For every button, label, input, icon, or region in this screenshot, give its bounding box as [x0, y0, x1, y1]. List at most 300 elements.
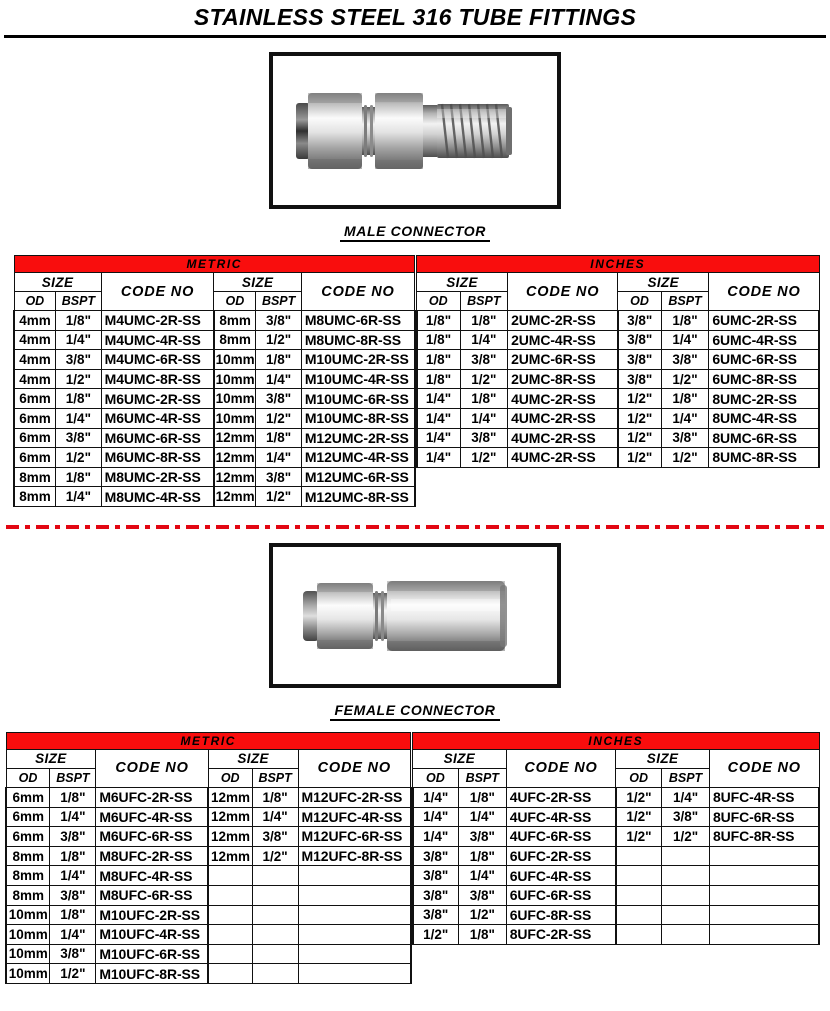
cell-code-left: 2UMC-4R-SS	[508, 330, 618, 350]
cell-bspt-left: 3/8"	[50, 827, 96, 847]
cell-bspt-right: 3/8"	[252, 827, 298, 847]
cell-bspt-right: 3/8"	[661, 350, 709, 370]
cell-od-left: 3/8"	[413, 885, 459, 905]
header-code-left: CODE NO	[96, 749, 208, 787]
cell-bspt-right: 3/8"	[662, 807, 710, 827]
cell-od-left: 1/4"	[417, 408, 460, 428]
female-tables-row	[0, 732, 830, 984]
cell-code-right: 6UMC-2R-SS	[709, 311, 819, 331]
cell-od-right	[616, 846, 662, 866]
cell-code-left: M8UFC-4R-SS	[96, 866, 208, 886]
cell-bspt-left: 1/2"	[458, 905, 506, 925]
header-bspt-right: BSPT	[252, 768, 298, 787]
table-row	[413, 866, 820, 886]
cell-code-right	[298, 925, 410, 945]
table-row	[413, 827, 820, 847]
cell-od-left: 1/8"	[417, 350, 460, 370]
cell-bspt-left: 1/8"	[56, 389, 102, 409]
cell-code-left: 6UFC-4R-SS	[506, 866, 616, 886]
cell-bspt-right: 1/2"	[252, 846, 298, 866]
cell-bspt-left: 1/8"	[50, 846, 96, 866]
cell-code-left: 6UFC-8R-SS	[506, 905, 616, 925]
cell-code-left: 8UFC-2R-SS	[506, 925, 616, 945]
cell-od-left: 3/8"	[413, 846, 459, 866]
cell-bspt-left: 3/8"	[458, 885, 506, 905]
cell-code-right	[298, 905, 410, 925]
cell-bspt-right	[662, 866, 710, 886]
cell-code-left: M4UMC-4R-SS	[101, 330, 214, 350]
cell-code-left: M8UFC-2R-SS	[96, 846, 208, 866]
cell-od-right: 10mm	[214, 369, 256, 389]
cell-bspt-left: 1/4"	[458, 807, 506, 827]
cell-od-right	[208, 866, 252, 886]
cell-bspt-right: 1/2"	[256, 330, 302, 350]
table-row	[6, 866, 411, 886]
cell-bspt-left: 3/8"	[460, 350, 508, 370]
section-divider	[6, 525, 824, 529]
cell-bspt-left: 1/2"	[460, 369, 508, 389]
table-header-row-1	[417, 273, 819, 292]
cell-od-right: 12mm	[208, 787, 252, 807]
cell-bspt-right	[662, 885, 710, 905]
header-bspt-left: BSPT	[56, 292, 102, 311]
table-row	[413, 846, 820, 866]
cell-od-right: 12mm	[208, 827, 252, 847]
cell-od-left: 1/8"	[417, 311, 460, 331]
cell-od-right	[208, 885, 252, 905]
cell-od-left: 1/4"	[413, 827, 459, 847]
cell-bspt-right: 3/8"	[661, 428, 709, 448]
cell-od-right	[208, 964, 252, 984]
cell-od-left: 4mm	[14, 369, 56, 389]
cell-bspt-left: 3/8"	[50, 885, 96, 905]
cell-code-right: M8UMC-8R-SS	[301, 330, 414, 350]
table-row	[413, 787, 820, 807]
female-connector-caption: FEMALE CONNECTOR	[0, 702, 830, 718]
header-bspt-right: BSPT	[256, 292, 302, 311]
table-header-row-1	[6, 749, 411, 768]
cell-od-right: 10mm	[214, 350, 256, 370]
table-row	[413, 905, 820, 925]
cell-od-left: 8mm	[14, 487, 56, 507]
cell-bspt-left: 3/8"	[50, 944, 96, 964]
cell-code-right: M12UMC-8R-SS	[301, 487, 414, 507]
cell-od-right: 8mm	[214, 330, 256, 350]
cell-code-left: M6UMC-2R-SS	[101, 389, 214, 409]
banner-metric: METRIC	[6, 732, 411, 749]
table-row	[413, 885, 820, 905]
table-banner-row	[14, 256, 415, 273]
header-code-right: CODE NO	[298, 749, 410, 787]
female-figure-wrap	[0, 543, 830, 688]
cell-od-left: 6mm	[14, 428, 56, 448]
cell-bspt-left: 3/8"	[460, 428, 508, 448]
cell-code-right: 8UMC-6R-SS	[709, 428, 819, 448]
cell-od-right: 3/8"	[618, 350, 661, 370]
cell-od-left: 1/4"	[417, 448, 460, 468]
header-bspt-right: BSPT	[661, 292, 709, 311]
header-code-left: CODE NO	[508, 273, 618, 311]
cell-code-left: 2UMC-6R-SS	[508, 350, 618, 370]
table-male-inches	[416, 255, 820, 468]
cell-bspt-left: 1/4"	[56, 487, 102, 507]
cell-code-right: M12UFC-2R-SS	[298, 787, 410, 807]
cell-code-right	[298, 866, 410, 886]
cell-code-left: M10UFC-6R-SS	[96, 944, 208, 964]
female-connector-figure-frame	[269, 543, 561, 688]
cell-code-left: 4UFC-2R-SS	[506, 787, 616, 807]
cell-bspt-right	[252, 905, 298, 925]
cell-code-left: 4UFC-4R-SS	[506, 807, 616, 827]
table-row	[14, 467, 415, 487]
table-row	[417, 311, 819, 331]
table-female-inches	[412, 732, 821, 945]
cell-code-right: 8UFC-6R-SS	[709, 807, 819, 827]
table-row	[417, 350, 819, 370]
cell-code-left: M6UFC-2R-SS	[96, 787, 208, 807]
cell-bspt-right: 1/4"	[256, 369, 302, 389]
cell-od-left: 1/4"	[413, 807, 459, 827]
table-row	[6, 944, 411, 964]
cell-code-left: M10UFC-4R-SS	[96, 925, 208, 945]
cell-od-right: 10mm	[214, 389, 256, 409]
table-row	[417, 330, 819, 350]
cell-code-left: 4UFC-6R-SS	[506, 827, 616, 847]
cell-code-left: M6UMC-8R-SS	[101, 448, 214, 468]
cell-od-right	[616, 905, 662, 925]
header-code-right: CODE NO	[301, 273, 414, 311]
banner-inches: INCHES	[413, 732, 820, 749]
header-od-right: OD	[208, 768, 252, 787]
cell-code-left: M8UMC-2R-SS	[101, 467, 214, 487]
cell-bspt-left: 1/4"	[50, 925, 96, 945]
cell-code-left: 2UMC-8R-SS	[508, 369, 618, 389]
cell-code-right	[298, 885, 410, 905]
cell-code-left: M6UFC-6R-SS	[96, 827, 208, 847]
cell-od-right	[208, 925, 252, 945]
cell-code-right: 8UMC-2R-SS	[709, 389, 819, 409]
cell-code-left: 4UMC-2R-SS	[508, 389, 618, 409]
table-row	[14, 350, 415, 370]
cell-bspt-right	[662, 905, 710, 925]
cell-od-right: 1/2"	[618, 389, 661, 409]
cell-code-right: 8UMC-8R-SS	[709, 448, 819, 468]
cell-od-left: 6mm	[6, 787, 50, 807]
cell-code-right: 8UMC-4R-SS	[709, 408, 819, 428]
table-header-row-1	[413, 749, 820, 768]
cell-code-right: M10UMC-4R-SS	[301, 369, 414, 389]
table-body	[6, 787, 411, 983]
cell-code-right: 8UFC-8R-SS	[709, 827, 819, 847]
cell-od-left: 1/8"	[417, 369, 460, 389]
cell-code-right: M12UFC-4R-SS	[298, 807, 410, 827]
table-row	[413, 807, 820, 827]
cell-od-right: 8mm	[214, 311, 256, 331]
header-bspt-right: BSPT	[662, 768, 710, 787]
cell-bspt-left: 3/8"	[56, 350, 102, 370]
cell-code-left: M10UFC-2R-SS	[96, 905, 208, 925]
header-code-right: CODE NO	[709, 273, 819, 311]
header-code-right: CODE NO	[709, 749, 819, 787]
cell-od-left: 6mm	[6, 827, 50, 847]
cell-od-right: 12mm	[214, 467, 256, 487]
cell-bspt-right: 1/2"	[662, 827, 710, 847]
cell-bspt-right	[662, 846, 710, 866]
cell-od-right: 1/2"	[616, 807, 662, 827]
cell-code-right: M12UFC-6R-SS	[298, 827, 410, 847]
cell-code-right: 6UMC-8R-SS	[709, 369, 819, 389]
cell-od-left: 10mm	[6, 944, 50, 964]
cell-od-left: 3/8"	[413, 866, 459, 886]
cell-od-left: 8mm	[6, 846, 50, 866]
cell-od-left: 10mm	[6, 964, 50, 984]
cell-bspt-left: 1/2"	[460, 448, 508, 468]
table-body	[417, 311, 819, 468]
table-row	[413, 925, 820, 945]
cell-code-right: M8UMC-6R-SS	[301, 311, 414, 331]
cell-bspt-right: 1/2"	[661, 369, 709, 389]
table-body	[14, 311, 415, 507]
table-row	[6, 787, 411, 807]
cell-bspt-right: 1/4"	[252, 807, 298, 827]
cell-bspt-left: 1/4"	[56, 408, 102, 428]
table-row	[417, 428, 819, 448]
cell-bspt-left: 1/8"	[458, 925, 506, 945]
cell-od-left: 8mm	[6, 885, 50, 905]
header-size-left: SIZE	[6, 749, 96, 768]
cell-bspt-right	[662, 925, 710, 945]
cell-bspt-right: 1/8"	[256, 428, 302, 448]
header-code-left: CODE NO	[506, 749, 616, 787]
cell-od-left: 8mm	[14, 467, 56, 487]
table-row	[14, 311, 415, 331]
cell-od-right	[208, 905, 252, 925]
cell-bspt-right: 1/8"	[252, 787, 298, 807]
cell-bspt-right: 3/8"	[256, 389, 302, 409]
cell-code-right: M12UFC-8R-SS	[298, 846, 410, 866]
table-row	[417, 369, 819, 389]
header-code-left: CODE NO	[101, 273, 214, 311]
male-figure-wrap	[0, 52, 830, 209]
cell-code-left: 4UMC-2R-SS	[508, 408, 618, 428]
table-female-metric	[5, 732, 412, 984]
cell-od-right: 1/2"	[618, 448, 661, 468]
cell-code-left: 4UMC-2R-SS	[508, 448, 618, 468]
cell-bspt-left: 1/2"	[56, 448, 102, 468]
cell-bspt-right: 1/4"	[256, 448, 302, 468]
table-banner-row	[417, 256, 819, 273]
page-title: STAINLESS STEEL 316 TUBE FITTINGS	[193, 4, 637, 30]
cell-od-right: 3/8"	[618, 311, 661, 331]
cell-bspt-right	[252, 944, 298, 964]
cell-bspt-left: 1/4"	[460, 408, 508, 428]
cell-od-right: 3/8"	[618, 369, 661, 389]
cell-bspt-left: 3/8"	[56, 428, 102, 448]
header-od-left: OD	[6, 768, 50, 787]
cell-bspt-right	[252, 925, 298, 945]
cell-od-right: 1/2"	[618, 428, 661, 448]
female-connector-photo	[295, 559, 535, 671]
cell-bspt-right: 1/8"	[661, 389, 709, 409]
cell-code-left: M8UMC-4R-SS	[101, 487, 214, 507]
table-row	[14, 389, 415, 409]
cell-bspt-right: 1/2"	[256, 408, 302, 428]
cell-bspt-left: 1/4"	[50, 866, 96, 886]
cell-code-right	[709, 925, 819, 945]
cell-od-left: 1/4"	[417, 389, 460, 409]
header-size-right: SIZE	[214, 273, 301, 292]
cell-bspt-right	[252, 885, 298, 905]
table-row	[6, 846, 411, 866]
header-od-left: OD	[413, 768, 459, 787]
table-row	[14, 487, 415, 507]
banner-inches: INCHES	[417, 256, 819, 273]
cell-bspt-left: 1/2"	[56, 369, 102, 389]
header-size-right: SIZE	[618, 273, 709, 292]
cell-code-right: 8UFC-4R-SS	[709, 787, 819, 807]
title-divider-rule	[4, 35, 826, 38]
cell-code-left: M8UFC-6R-SS	[96, 885, 208, 905]
cell-od-right: 12mm	[214, 448, 256, 468]
cell-bspt-right	[252, 866, 298, 886]
header-size-right: SIZE	[616, 749, 710, 768]
cell-bspt-left: 1/8"	[458, 846, 506, 866]
cell-code-right	[298, 964, 410, 984]
table-row	[417, 448, 819, 468]
table-row	[14, 369, 415, 389]
title-block	[0, 0, 830, 38]
cell-bspt-right	[252, 964, 298, 984]
cell-code-right: 6UMC-6R-SS	[709, 350, 819, 370]
header-bspt-left: BSPT	[458, 768, 506, 787]
cell-bspt-left: 1/2"	[50, 964, 96, 984]
table-male-metric	[13, 255, 416, 507]
cell-bspt-left: 1/4"	[458, 866, 506, 886]
cell-bspt-left: 1/8"	[56, 467, 102, 487]
cell-od-left: 4mm	[14, 330, 56, 350]
cell-code-left: M4UMC-8R-SS	[101, 369, 214, 389]
header-od-left: OD	[14, 292, 56, 311]
cell-bspt-right: 3/8"	[256, 311, 302, 331]
cell-bspt-left: 1/8"	[458, 787, 506, 807]
cell-code-left: M10UFC-8R-SS	[96, 964, 208, 984]
cell-code-left: 2UMC-2R-SS	[508, 311, 618, 331]
cell-code-left: M6UMC-4R-SS	[101, 408, 214, 428]
cell-code-right	[709, 846, 819, 866]
cell-od-right: 12mm	[208, 846, 252, 866]
cell-od-right: 3/8"	[618, 330, 661, 350]
cell-od-right	[616, 866, 662, 886]
header-od-right: OD	[616, 768, 662, 787]
table-row	[6, 885, 411, 905]
cell-bspt-left: 1/4"	[56, 330, 102, 350]
cell-od-left: 1/8"	[417, 330, 460, 350]
cell-code-right: 6UMC-4R-SS	[709, 330, 819, 350]
table-row	[6, 925, 411, 945]
cell-od-right: 1/2"	[616, 787, 662, 807]
table-row	[417, 389, 819, 409]
cell-od-left: 6mm	[14, 408, 56, 428]
cell-od-left: 1/2"	[413, 925, 459, 945]
table-row	[6, 827, 411, 847]
cell-bspt-left: 1/8"	[56, 311, 102, 331]
male-connector-caption: MALE CONNECTOR	[0, 223, 830, 239]
cell-code-right	[709, 866, 819, 886]
cell-bspt-right: 1/4"	[662, 787, 710, 807]
cell-code-right	[709, 885, 819, 905]
cell-bspt-left: 1/4"	[460, 330, 508, 350]
cell-bspt-right: 1/8"	[661, 311, 709, 331]
table-row	[14, 330, 415, 350]
cell-od-left: 4mm	[14, 350, 56, 370]
cell-od-left: 8mm	[6, 866, 50, 886]
cell-code-right	[298, 944, 410, 964]
cell-od-right	[208, 944, 252, 964]
table-row	[6, 964, 411, 984]
cell-bspt-left: 1/8"	[460, 389, 508, 409]
male-connector-figure-frame	[269, 52, 561, 209]
cell-bspt-right: 1/8"	[256, 350, 302, 370]
cell-od-left: 1/4"	[413, 787, 459, 807]
cell-code-right: M10UMC-6R-SS	[301, 389, 414, 409]
cell-od-right: 1/2"	[616, 827, 662, 847]
cell-code-left: 6UFC-2R-SS	[506, 846, 616, 866]
cell-code-left: M4UMC-2R-SS	[101, 311, 214, 331]
cell-bspt-left: 1/8"	[460, 311, 508, 331]
cell-code-right	[709, 905, 819, 925]
header-bspt-left: BSPT	[460, 292, 508, 311]
cell-bspt-left: 3/8"	[458, 827, 506, 847]
cell-code-left: M6UFC-4R-SS	[96, 807, 208, 827]
cell-bspt-right: 1/4"	[661, 330, 709, 350]
cell-code-right: M12UMC-2R-SS	[301, 428, 414, 448]
cell-od-left: 10mm	[6, 905, 50, 925]
cell-od-right: 12mm	[214, 487, 256, 507]
cell-od-left: 6mm	[14, 448, 56, 468]
header-size-right: SIZE	[208, 749, 298, 768]
cell-code-left: 4UMC-2R-SS	[508, 428, 618, 448]
cell-od-right	[616, 925, 662, 945]
cell-od-right: 12mm	[208, 807, 252, 827]
cell-od-right	[616, 885, 662, 905]
cell-od-left: 6mm	[6, 807, 50, 827]
cell-od-right: 12mm	[214, 428, 256, 448]
cell-od-left: 6mm	[14, 389, 56, 409]
table-row	[14, 428, 415, 448]
table-row	[417, 408, 819, 428]
table-row	[14, 408, 415, 428]
cell-bspt-right: 3/8"	[256, 467, 302, 487]
banner-metric: METRIC	[14, 256, 415, 273]
table-body	[413, 787, 820, 944]
header-bspt-left: BSPT	[50, 768, 96, 787]
cell-code-right: M10UMC-2R-SS	[301, 350, 414, 370]
cell-code-right: M12UMC-6R-SS	[301, 467, 414, 487]
cell-od-right: 1/2"	[618, 408, 661, 428]
cell-bspt-left: 1/8"	[50, 787, 96, 807]
cell-bspt-right: 1/2"	[256, 487, 302, 507]
cell-od-left: 10mm	[6, 925, 50, 945]
cell-bspt-left: 1/4"	[50, 807, 96, 827]
table-banner-row	[6, 732, 411, 749]
cell-bspt-right: 1/2"	[661, 448, 709, 468]
cell-bspt-right: 1/4"	[661, 408, 709, 428]
header-size-left: SIZE	[417, 273, 508, 292]
header-od-left: OD	[417, 292, 460, 311]
cell-od-left: 1/4"	[417, 428, 460, 448]
cell-bspt-left: 1/8"	[50, 905, 96, 925]
male-connector-photo	[290, 71, 540, 191]
